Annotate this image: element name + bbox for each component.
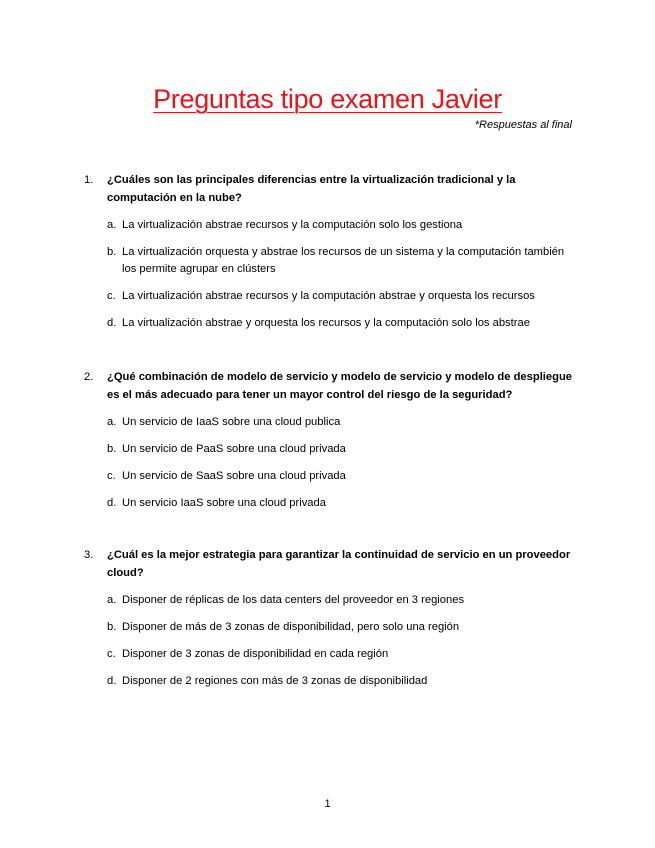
question-number: 1. — [84, 174, 94, 186]
option-letter: d. — [107, 497, 117, 509]
option-item — [107, 288, 574, 305]
option-item — [107, 217, 574, 234]
document-title: Preguntas tipo examen Javier — [153, 84, 502, 114]
option-list — [107, 592, 574, 690]
option-item — [107, 441, 574, 458]
option-item — [107, 244, 574, 278]
question-3 — [84, 546, 574, 690]
option-item — [107, 495, 574, 512]
option-text: Un servicio de SaaS sobre una cloud privada — [122, 470, 346, 482]
option-text: Disponer de 2 regiones con más de 3 zonas de disponibilidad — [122, 675, 428, 687]
option-text: Disponer de réplicas de los data centers del proveedor en 3 regiones — [122, 594, 465, 606]
option-letter: a. — [107, 594, 117, 606]
option-list — [107, 414, 574, 512]
option-text: Un servicio de IaaS sobre una cloud publica — [122, 416, 341, 428]
option-letter: d. — [107, 317, 117, 329]
page-number: 1 — [324, 798, 331, 810]
option-text: Disponer de 3 zonas de disponibilidad en cada región — [122, 648, 389, 660]
option-letter: b. — [107, 443, 117, 455]
option-item — [107, 673, 574, 690]
option-letter: c. — [107, 470, 116, 482]
question-number: 3. — [84, 549, 94, 561]
option-item — [107, 468, 574, 485]
option-item — [107, 414, 574, 431]
answers-note: *Respuestas al final — [474, 119, 572, 131]
option-letter: d. — [107, 675, 117, 687]
question-header — [84, 368, 574, 404]
question-text: ¿Cuáles son las principales diferencias entre la virtualización tradicional y la computación en la nube? — [107, 174, 516, 204]
question-text: ¿Cuál es la mejor estrategia para garantizar la continuidad de servicio en un proveedor cloud? — [107, 549, 571, 579]
question-1 — [84, 171, 574, 332]
option-letter: b. — [107, 246, 117, 258]
option-text: La virtualización abstrae y orquesta los recursos y la computación solo los abstrae — [122, 317, 530, 329]
option-letter: a. — [107, 219, 117, 231]
option-letter: c. — [107, 290, 116, 302]
question-header — [84, 546, 574, 582]
option-item — [107, 592, 574, 609]
option-text: La virtualización abstrae recursos y la computación solo los gestiona — [122, 219, 463, 231]
option-list — [107, 217, 574, 332]
option-letter: c. — [107, 648, 116, 660]
option-item — [107, 646, 574, 663]
question-number: 2. — [84, 371, 94, 383]
option-letter: a. — [107, 416, 117, 428]
option-text: La virtualización orquesta y abstrae los recursos de un sistema y la computación también los permite agrupar en clústers — [122, 246, 565, 275]
option-text: Un servicio IaaS sobre una cloud privada — [122, 497, 326, 509]
option-letter: b. — [107, 621, 117, 633]
question-header — [84, 171, 574, 207]
option-item — [107, 315, 574, 332]
option-text: Un servicio de PaaS sobre una cloud privada — [122, 443, 346, 455]
question-2 — [84, 368, 574, 512]
option-item — [107, 619, 574, 636]
option-text: La virtualización abstrae recursos y la computación abstrae y orquesta los recursos — [122, 290, 535, 302]
question-text: ¿Qué combinación de modelo de servicio y modelo de servicio y modelo de despliegue es el más adecuado para tener un mayor control del riesgo de la seguridad? — [107, 371, 573, 401]
option-text: Disponer de más de 3 zonas de disponibilidad, pero solo una región — [122, 621, 460, 633]
